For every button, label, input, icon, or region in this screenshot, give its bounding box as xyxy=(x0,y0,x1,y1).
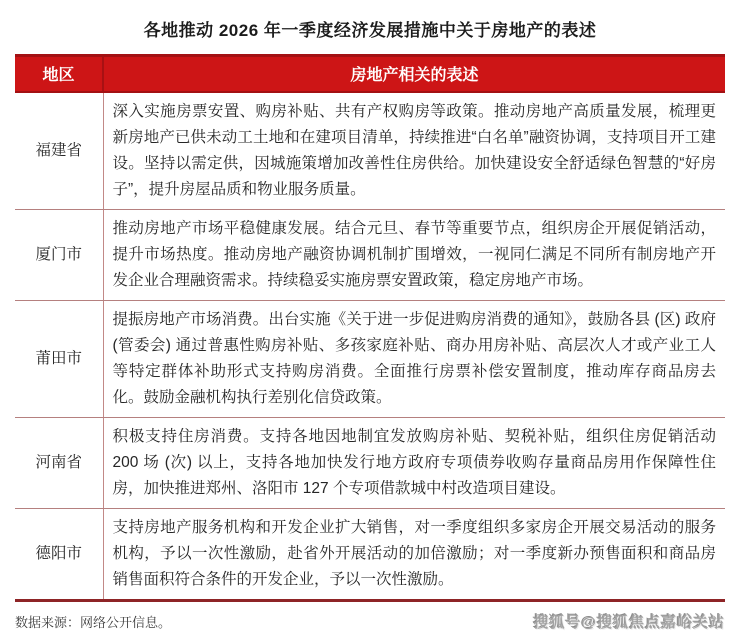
column-header-region: 地区 xyxy=(15,56,103,92)
column-header-description: 房地产相关的表述 xyxy=(103,56,725,92)
table-header-row xyxy=(15,56,725,92)
sohu-watermark: 搜狐号@搜狐焦点嘉峪关站 xyxy=(533,613,725,631)
policy-table xyxy=(15,54,725,602)
region-cell-henan: 河南省 xyxy=(15,417,103,508)
table-row-fujian xyxy=(15,92,725,210)
data-source-note: 数据来源：网络公开信息。 xyxy=(15,614,172,630)
region-cell-xiamen: 厦门市 xyxy=(15,209,103,300)
region-cell-putian: 莆田市 xyxy=(15,300,103,417)
policy-text-deyang: 支持房地产服务机构和开发企业扩大销售，对一季度组织多家房企开展交易活动的服务机构，予以一次性激励，赴省外开展活动的加倍激励；对一季度新办预售面积和商品房销售面积符合条件的开发企业，予以一次性激励。 xyxy=(103,508,725,600)
table-row-henan xyxy=(15,417,725,508)
policy-text-henan: 积极支持住房消费。支持各地因地制宜发放购房补贴、契税补贴，组织住房促销活动 200 场 (次) 以上，支持各地加快发行地方政府专项债券收购存量商品房用作保障性住房，加快推进郑州、洛阳市 127 个专项借款城中村改造项目建设。 xyxy=(103,417,725,508)
table-row-deyang xyxy=(15,508,725,600)
region-cell-fujian: 福建省 xyxy=(15,92,103,210)
region-cell-deyang: 德阳市 xyxy=(15,508,103,600)
table-row-xiamen xyxy=(15,209,725,300)
footer xyxy=(15,611,725,632)
page-title: 各地推动 2026 年一季度经济发展措施中关于房地产的表述 xyxy=(143,21,597,40)
table-row-putian xyxy=(15,300,725,417)
policy-text-xiamen: 推动房地产市场平稳健康发展。结合元旦、春节等重要节点，组织房企开展促销活动，提升市场热度。推动房地产融资协调机制扩围增效，一视同仁满足不同所有制房地产开发企业合理融资需求。持续稳妥实施房票安置政策，稳定房地产市场。 xyxy=(103,209,725,300)
policy-text-fujian: 深入实施房票安置、购房补贴、共有产权购房等政策。推动房地产高质量发展，梳理更新房地产已供未动工土地和在建项目清单，持续推进“白名单”融资协调，支持项目开工建设。坚持以需定供，因城施策增加改善性住房供给。加快建设安全舒适绿色智慧的“好房子”，提升房屋品质和物业服务质量。 xyxy=(103,92,725,210)
policy-text-putian: 提振房地产市场消费。出台实施《关于进一步促进购房消费的通知》，鼓励各县 (区) 政府 (管委会) 通过普惠性购房补贴、多孩家庭补贴、商办用房补贴、高层次人才或产业工人等特定群体补助形式支持购房消费。全面推行房票补偿安置制度，推动库存商品房去化。鼓励金融机构执行差别化信贷政策。 xyxy=(103,300,725,417)
